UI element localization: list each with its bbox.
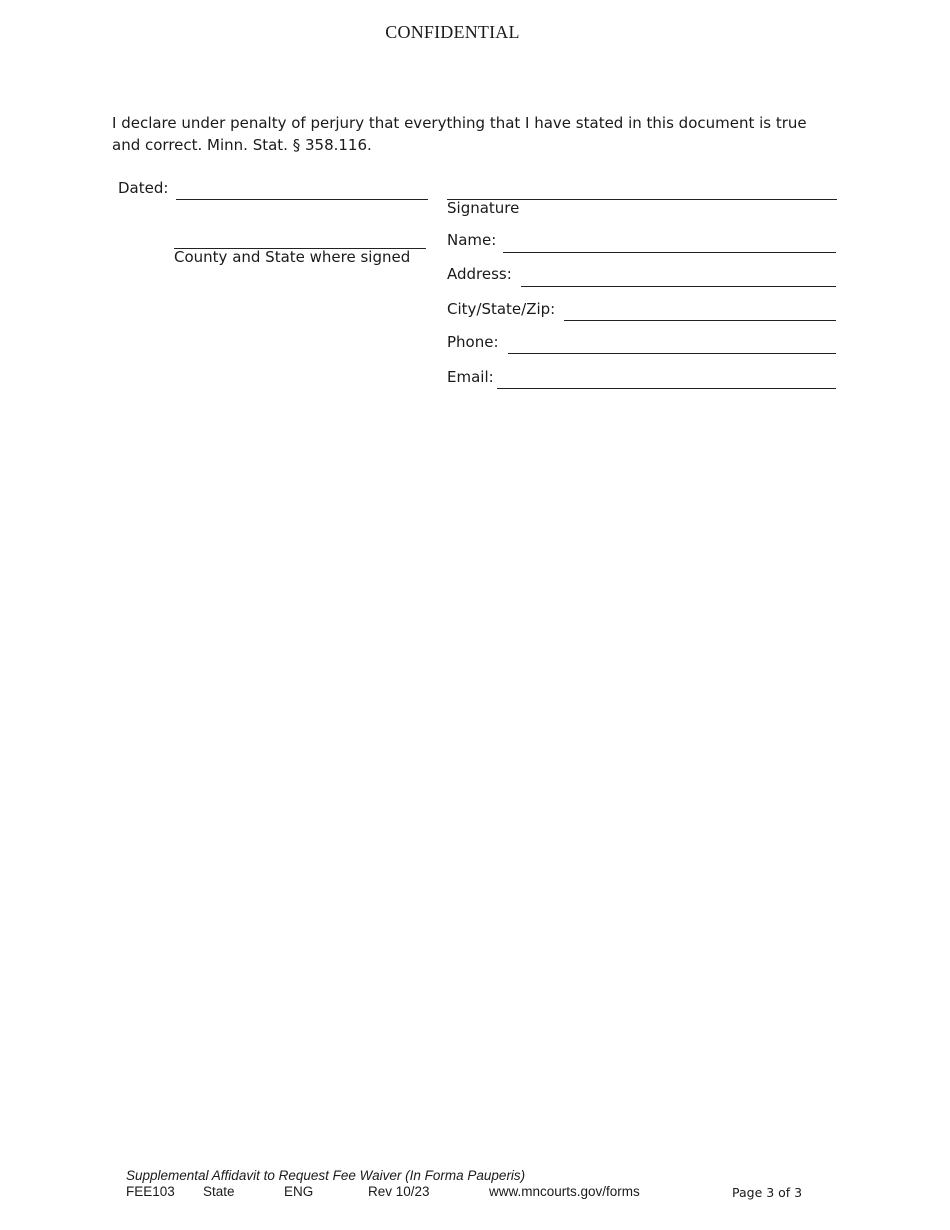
footer-form-code: FEE103 [126, 1184, 175, 1199]
phone-label: Phone: [447, 333, 499, 351]
phone-field[interactable] [508, 353, 836, 354]
name-field[interactable] [503, 252, 836, 253]
address-field[interactable] [521, 286, 836, 287]
email-field[interactable] [497, 388, 836, 389]
name-label: Name: [447, 231, 497, 249]
declaration-line-1: I declare under penalty of perjury that everything that I have stated in this document is true [112, 114, 807, 132]
footer-revision: Rev 10/23 [368, 1184, 430, 1199]
dated-label: Dated: [118, 179, 169, 197]
address-label: Address: [447, 265, 512, 283]
county-state-label: County and State where signed [174, 248, 411, 266]
footer-page-number: Page 3 of 3 [732, 1185, 803, 1200]
dated-field[interactable] [176, 199, 428, 200]
email-label: Email: [447, 368, 494, 386]
footer-url[interactable]: www.mncourts.gov/forms [489, 1184, 640, 1199]
declaration-line-2: and correct. Minn. Stat. § 358.116. [112, 136, 372, 154]
signature-label: Signature [447, 199, 520, 217]
footer-jurisdiction: State [203, 1184, 235, 1199]
perjury-declaration [112, 112, 832, 156]
footer-language: ENG [284, 1184, 314, 1199]
city-state-zip-field[interactable] [564, 320, 836, 321]
footer-form-title: Supplemental Affidavit to Request Fee Waiver (In Forma Pauperis) [126, 1168, 526, 1183]
confidential-header: CONFIDENTIAL [385, 22, 520, 42]
city-state-zip-label: City/State/Zip: [447, 300, 556, 318]
